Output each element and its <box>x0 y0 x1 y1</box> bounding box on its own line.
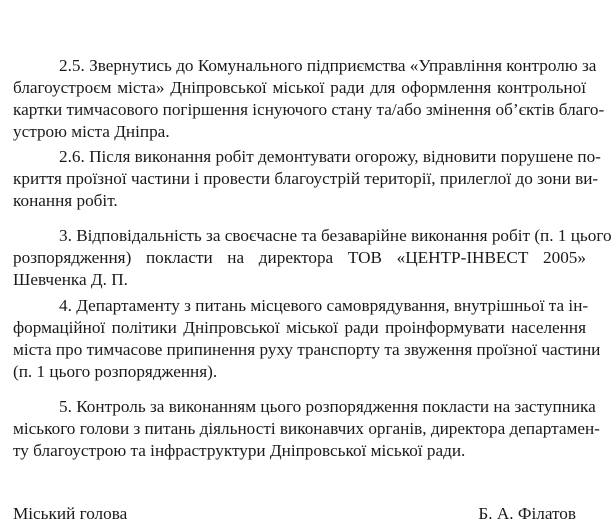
paragraph-line: конання робіт. <box>13 191 118 210</box>
paragraph-2-5 <box>13 55 605 143</box>
paragraph-line: 3. Відповідальність за своєчасне та безаварійне виконання робіт (п. 1 цього <box>59 226 612 245</box>
paragraph-line: формаційної політики Дніпровської міської ради проінформувати населення <box>13 318 586 337</box>
paragraph-line: (п. 1 цього розпорядження). <box>13 362 218 381</box>
paragraph-line: 4. Департаменту з питань місцевого самоврядування, внутрішньої та ін- <box>59 296 589 315</box>
paragraph-line: криття проїзної частини і провести благоустрій території, прилеглої до зони ви- <box>13 169 599 188</box>
paragraph-5 <box>13 396 600 462</box>
paragraph-3 <box>13 225 612 291</box>
paragraph-line: 2.5. Звернутись до Комунального підприємства «Управління контролю за <box>59 56 597 75</box>
paragraph-4 <box>13 295 601 383</box>
paragraph-2-6 <box>13 146 601 212</box>
paragraph-line: міського голови з питань діяльності виконавчих органів, директора департамен- <box>13 419 600 438</box>
paragraph-line: ту благоустрою та інфраструктури Дніпровської міської ради. <box>13 441 466 460</box>
paragraph-line: міста про тимчасове припинення руху транспорту та звуження проїзної частини <box>13 340 601 359</box>
signature-name: Б. А. Філатов <box>478 504 576 523</box>
paragraph-line: благоустроєм міста» Дніпровської міської ради для оформлення контрольної <box>13 78 586 97</box>
paragraph-line: устрою міста Дніпра. <box>13 122 170 141</box>
paragraph-line: розпорядження) покласти на директора ТОВ «ЦЕНТР-ІНВЕСТ 2005» <box>13 248 586 267</box>
paragraph-line: Шевченка Д. П. <box>13 270 128 289</box>
paragraph-line: картки тимчасового погіршення існуючого стану та/або змінення об’єктів благо- <box>13 100 605 119</box>
paragraph-line: 2.6. Після виконання робіт демонтувати огорожу, відновити порушене по- <box>59 147 601 166</box>
signature-title: Міський голова <box>13 504 128 523</box>
paragraph-line: 5. Контроль за виконанням цього розпорядження покласти на заступника <box>59 397 596 416</box>
